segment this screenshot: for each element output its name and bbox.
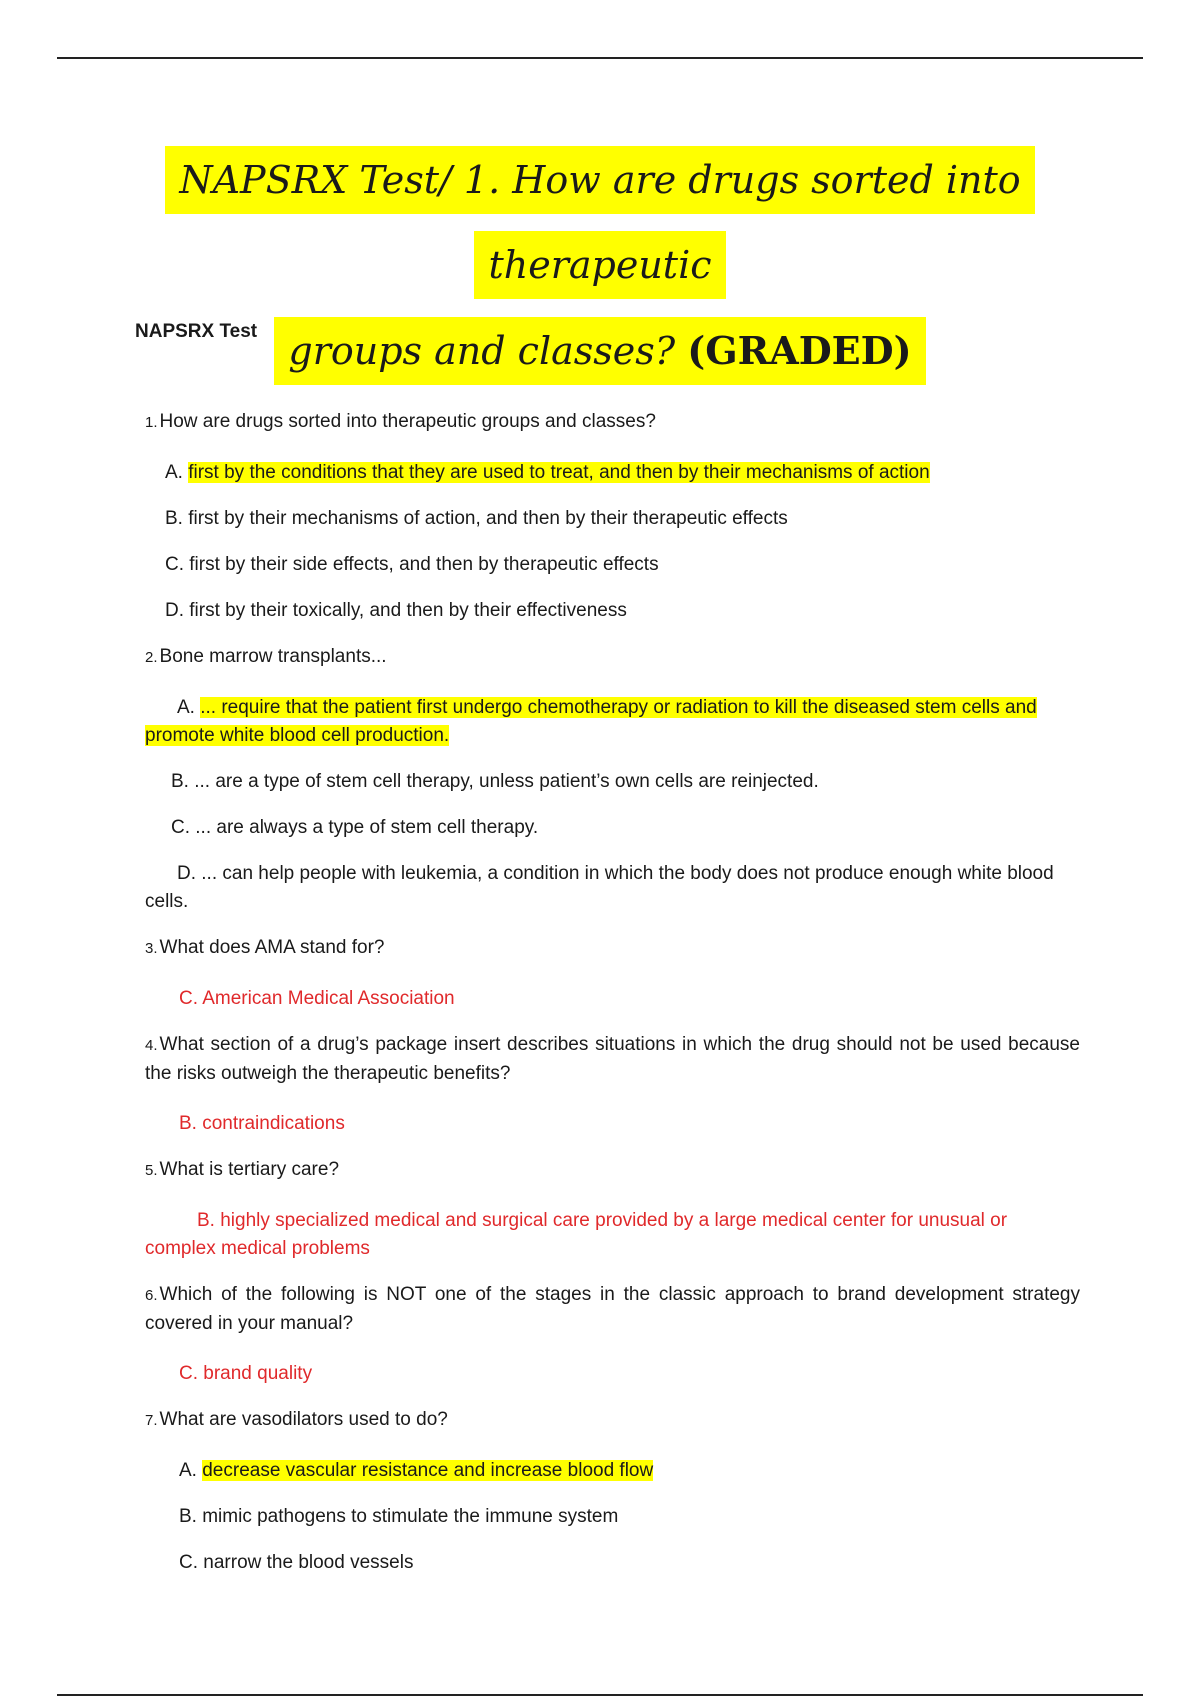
- option-text: mimic pathogens to stimulate the immune system: [202, 1506, 619, 1527]
- graded-label: (GRADED): [687, 328, 912, 373]
- option-letter: B.: [171, 771, 189, 792]
- answer-3: C. American Medical Association: [179, 988, 455, 1009]
- question-number: 3.: [145, 940, 158, 957]
- question-6: [145, 1281, 1080, 1338]
- option-letter: D.: [165, 600, 184, 621]
- bottom-rule: [57, 1694, 1143, 1696]
- option-letter: D.: [177, 863, 196, 884]
- option-letter: C.: [179, 1552, 198, 1573]
- option-text: first by their toxically, and then by their effectiveness: [189, 600, 627, 621]
- question-text: What are vasodilators used to do?: [159, 1409, 448, 1430]
- question-3: [145, 934, 1080, 963]
- question-text: What does AMA stand for?: [159, 937, 385, 958]
- question-text: Which of the following is NOT one of the stages in the classic approach to brand development strategy covered in your manual?: [145, 1284, 1080, 1334]
- answer-4: B. contraindications: [179, 1113, 345, 1134]
- answer-6: C. brand quality: [179, 1363, 313, 1384]
- option-text: first by their mechanisms of action, and then by their therapeutic effects: [188, 508, 788, 529]
- option-letter: A.: [165, 462, 183, 483]
- question-number: 4.: [145, 1037, 158, 1054]
- document-title: [60, 138, 1140, 394]
- option-2b: [145, 768, 1080, 796]
- option-letter: B.: [165, 508, 183, 529]
- question-text: What section of a drug’s package insert describes situations in which the drug should not be used because the risks outweigh the therapeutic benefits?: [145, 1034, 1080, 1084]
- question-text: How are drugs sorted into therapeutic groups and classes?: [159, 411, 656, 432]
- question-text: Bone marrow transplants...: [159, 646, 387, 667]
- question-2: [145, 643, 1080, 672]
- correct-answer-highlight: ... require that the patient first undergo chemotherapy or radiation to kill the diseased stem cells and promote white blood cell production.: [145, 697, 1037, 746]
- option-2c: [145, 814, 1080, 842]
- question-1: [145, 408, 1080, 437]
- question-list: [145, 408, 1080, 1595]
- correct-answer-highlight: first by the conditions that they are used to treat, and then by their mechanisms of action: [188, 462, 930, 483]
- question-number: 2.: [145, 649, 158, 666]
- top-rule: [57, 57, 1143, 59]
- question-number: 5.: [145, 1162, 158, 1179]
- option-7c: [145, 1549, 1080, 1577]
- option-2a: [145, 694, 1080, 750]
- section-heading: NAPSRX Test: [135, 321, 258, 342]
- question-number: 7.: [145, 1412, 158, 1429]
- option-text: ... can help people with leukemia, a condition in which the body does not produce enough white blood cells.: [145, 863, 1054, 912]
- answer-5: B. highly specialized medical and surgical care provided by a large medical center for unusual or complex medical problems: [145, 1210, 1008, 1259]
- title-line-2-prefix: groups and classes?: [288, 329, 676, 373]
- title-line-2: [274, 317, 925, 385]
- option-1b: [145, 505, 1080, 533]
- question-5: [145, 1156, 1080, 1185]
- option-letter: B.: [179, 1506, 197, 1527]
- option-text: ... are a type of stem cell therapy, unless patient’s own cells are reinjected.: [194, 771, 819, 792]
- question-number: 1.: [145, 414, 158, 431]
- option-letter: C.: [171, 817, 190, 838]
- option-7b: [145, 1503, 1080, 1531]
- option-text: first by their side effects, and then by therapeutic effects: [189, 554, 659, 575]
- option-1a: [145, 459, 1080, 487]
- option-letter: A.: [177, 697, 195, 718]
- question-7: [145, 1406, 1080, 1435]
- question-number: 6.: [145, 1287, 158, 1304]
- option-text: narrow the blood vessels: [203, 1552, 414, 1573]
- option-1c: [145, 551, 1080, 579]
- option-7a: [145, 1457, 1080, 1485]
- option-text: ... are always a type of stem cell therapy.: [195, 817, 539, 838]
- option-letter: A.: [179, 1460, 197, 1481]
- option-1d: [145, 597, 1080, 625]
- correct-answer-highlight: decrease vascular resistance and increase blood flow: [202, 1460, 654, 1481]
- question-4: [145, 1031, 1080, 1088]
- option-2d: [145, 860, 1080, 916]
- option-letter: C.: [165, 554, 184, 575]
- title-line-1: NAPSRX Test/ 1. How are drugs sorted into therapeutic: [165, 146, 1034, 299]
- question-text: What is tertiary care?: [159, 1159, 340, 1180]
